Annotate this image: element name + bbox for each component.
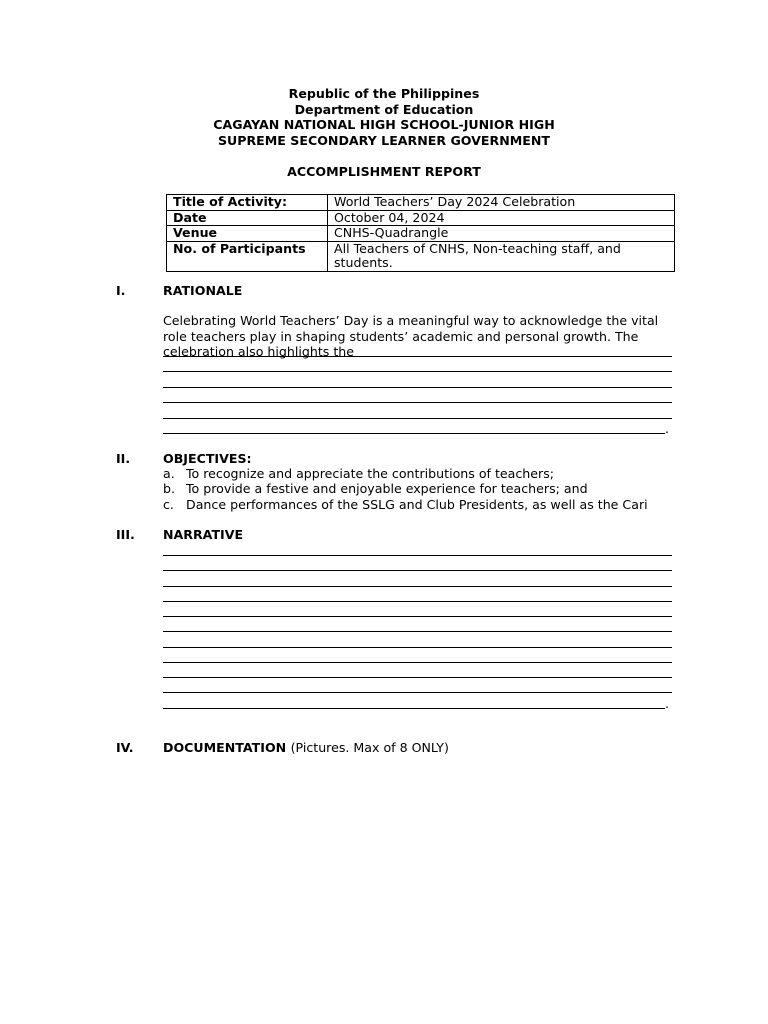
table-row [167,226,675,242]
activity-info-table [166,194,675,272]
section-number-rationale: I. [116,283,126,298]
blank-line [163,356,672,357]
blank-line [163,402,672,403]
info-label: Date [167,210,328,226]
blank-line [163,586,672,587]
section-title-narrative: NARRATIVE [163,527,244,542]
info-label: No. of Participants [167,241,328,271]
blank-line [163,631,672,632]
blank-line [163,555,672,556]
blank-line [163,662,672,663]
blank-line [163,570,672,571]
section-title-documentation [163,740,449,756]
objective-letter: c. [163,497,174,512]
info-value: World Teachers’ Day 2024 Celebration [328,195,675,211]
objective-text: To provide a festive and enjoyable experience for teachers; and [186,481,588,496]
header-school: CAGAYAN NATIONAL HIGH SCHOOL-JUNIOR HIGH [213,117,555,132]
blank-line [163,418,672,419]
objective-item [163,481,683,497]
documentation-note: (Pictures. Max of 8 ONLY) [290,740,449,755]
rationale-text: Celebrating World Teachers’ Day is a meaningful way to acknowledge the vital role teachers play in shaping students’ academic and personal growth. The celebration also highlights the [163,313,659,359]
blank-line [163,616,672,617]
table-row [167,195,675,211]
blank-line [163,433,665,434]
objective-text: To recognize and appreciate the contributions of teachers; [186,466,554,481]
blank-line [163,601,672,602]
blank-line [163,692,672,693]
blank-end-period: . [665,696,670,711]
objective-letter: b. [163,481,175,496]
table-row [167,241,675,271]
objective-letter: a. [163,466,175,481]
objective-text: Dance performances of the SSLG and Club Presidents, as well as the Cari [186,497,648,512]
info-value: All Teachers of CNHS, Non-teaching staff, and students. [328,241,675,271]
report-title: ACCOMPLISHMENT REPORT [287,164,481,179]
table-row [167,210,675,226]
info-value: CNHS-Quadrangle [328,226,675,242]
objective-item [163,466,683,482]
section-number-objectives: II. [116,451,131,466]
section-title-rationale: RATIONALE [163,283,243,298]
objective-item [163,497,683,513]
blank-line [163,371,672,372]
header-republic: Republic of the Philippines [288,86,480,101]
header-department: Department of Education [294,101,474,117]
blank-line [163,647,672,648]
section-number-narrative: III. [116,527,135,542]
blank-line [163,708,665,709]
document-header [0,86,768,148]
header-organization: SUPREME SECONDARY LEARNER GOVERNMENT [217,132,551,148]
section-number-documentation: IV. [116,740,134,755]
blank-line [163,387,672,388]
section-title-objectives: OBJECTIVES: [163,451,252,466]
documentation-title: DOCUMENTATION [163,740,287,755]
info-label: Title of Activity: [167,195,328,211]
blank-end-period: . [665,421,670,436]
blank-line [163,677,672,678]
info-label: Venue [167,226,328,242]
info-value: October 04, 2024 [328,210,675,226]
